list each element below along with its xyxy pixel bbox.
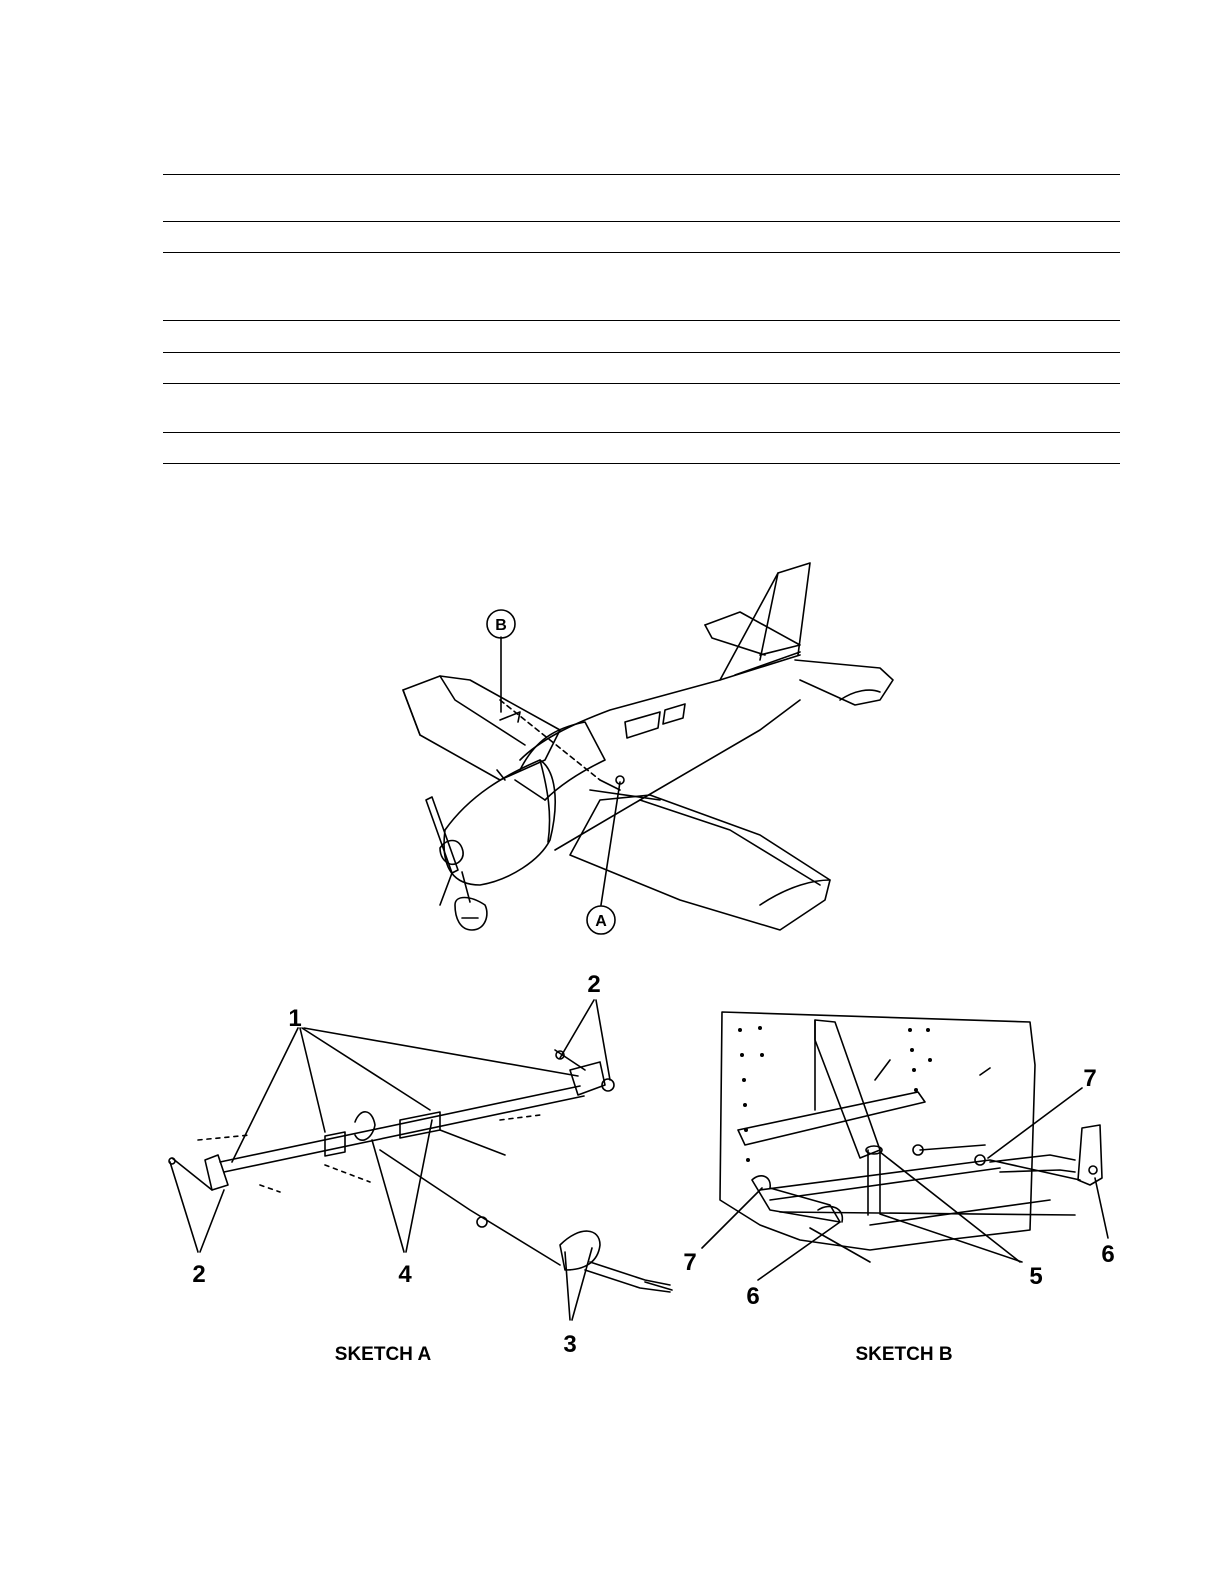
airplane-drawing [403, 563, 893, 930]
callout-2: 2 [587, 971, 601, 998]
callout-5: 5 [1029, 1263, 1043, 1290]
sketch-a-drawing [169, 1050, 672, 1292]
detail-b-label: B [495, 617, 507, 634]
callout-4: 4 [398, 1261, 412, 1288]
sketch-a-caption: SKETCH A [334, 1344, 432, 1365]
callout-3: 3 [563, 1331, 577, 1358]
callout-7: 7 [683, 1249, 697, 1276]
sketch-b-caption: SKETCH B [855, 1344, 953, 1365]
callout-1: 1 [288, 1005, 302, 1032]
detail-a-label: A [595, 913, 607, 930]
callout-6: 6 [1101, 1241, 1115, 1268]
callout-2: 2 [192, 1261, 206, 1288]
callout-7: 7 [1083, 1065, 1097, 1092]
callout-6: 6 [746, 1283, 760, 1310]
